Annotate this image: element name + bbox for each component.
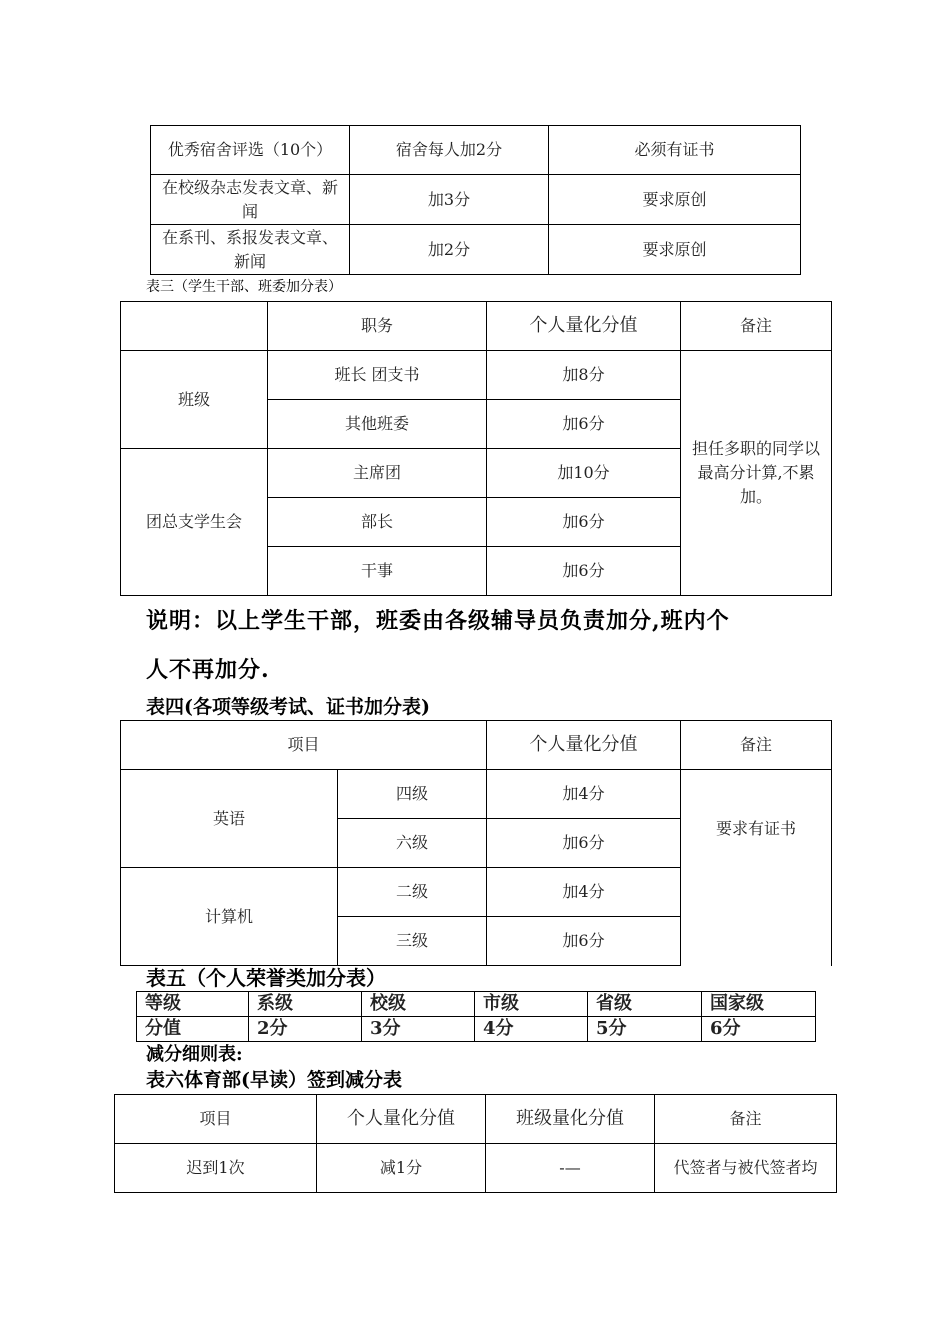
table3-cell: 加6分 xyxy=(487,400,681,449)
table2-cell: 必须有证书 xyxy=(549,126,801,175)
table2-cell: 要求原创 xyxy=(549,175,801,225)
table5-cell: 市级 xyxy=(475,992,588,1017)
table4-group-cell: 计算机 xyxy=(121,868,338,966)
table2-cell: 要求原创 xyxy=(549,225,801,275)
table5 xyxy=(136,991,816,1042)
table3-remark-cell: 担任多职的同学以最高分计算,不累加。 xyxy=(681,351,832,596)
table6-header-cell: 班级量化分值 xyxy=(486,1095,655,1144)
table3-group-cell: 团总支学生会 xyxy=(121,449,268,596)
table4-header-cell: 备注 xyxy=(681,721,832,770)
table5-cell: 校级 xyxy=(362,992,475,1017)
table3-cell: 干事 xyxy=(268,547,487,596)
table3-cell: 部长 xyxy=(268,498,487,547)
table3 xyxy=(120,301,832,596)
table2-cell: 加2分 xyxy=(350,225,549,275)
table6-cell: 减1分 xyxy=(317,1144,486,1193)
note-line-1: 说明：以上学生干部，班委由各级辅导员负责加分,班内个 xyxy=(146,608,730,634)
table3-caption: 表三（学生干部、班委加分表） xyxy=(146,279,342,295)
table5-cell: 系级 xyxy=(249,992,362,1017)
table3-cell: 加10分 xyxy=(487,449,681,498)
table5-cell: 6分 xyxy=(702,1017,816,1042)
table6-cell: 迟到1次 xyxy=(115,1144,317,1193)
table5-cell: 等级 xyxy=(137,992,249,1017)
note-line-2: 人不再加分. xyxy=(146,657,270,683)
table3-cell: 班长 团支书 xyxy=(268,351,487,400)
table3-cell: 加6分 xyxy=(487,498,681,547)
table2-cell: 宿舍每人加2分 xyxy=(350,126,549,175)
table4-cell: 加6分 xyxy=(487,917,681,966)
table3-group-cell: 班级 xyxy=(121,351,268,449)
table4-cell: 四级 xyxy=(338,770,487,819)
table3-cell: 其他班委 xyxy=(268,400,487,449)
table5-cell: 分值 xyxy=(137,1017,249,1042)
table5-cell: 省级 xyxy=(588,992,702,1017)
table5-cell: 国家级 xyxy=(702,992,816,1017)
table4-header-cell: 个人量化分值 xyxy=(487,721,681,770)
table6-header-cell: 项目 xyxy=(115,1095,317,1144)
table5-cell: 5分 xyxy=(588,1017,702,1042)
table3-cell: 加6分 xyxy=(487,547,681,596)
table4 xyxy=(120,720,832,966)
table4-cell: 六级 xyxy=(338,819,487,868)
table5-cell: 3分 xyxy=(362,1017,475,1042)
table5-caption: 表五（个人荣誉类加分表） xyxy=(146,966,386,990)
table3-cell: 加8分 xyxy=(487,351,681,400)
table4-cell: 三级 xyxy=(338,917,487,966)
table2-cell: 优秀宿舍评选（10个） xyxy=(151,126,350,175)
table3-header-cell: 职务 xyxy=(268,302,487,351)
table3-cell: 主席团 xyxy=(268,449,487,498)
table2-cell: 加3分 xyxy=(350,175,549,225)
table4-header-cell: 项目 xyxy=(121,721,487,770)
table3-header-cell: 个人量化分值 xyxy=(487,302,681,351)
table6-header-cell: 备注 xyxy=(655,1095,837,1144)
table5-cell: 2分 xyxy=(249,1017,362,1042)
table4-caption: 表四(各项等级考试、证书加分表) xyxy=(146,696,430,718)
table6-caption: 表六体育部(早读）签到减分表 xyxy=(146,1069,402,1091)
deduction-heading: 减分细则表: xyxy=(146,1044,243,1065)
table6 xyxy=(114,1094,837,1193)
table2 xyxy=(150,125,801,275)
table4-cell: 二级 xyxy=(338,868,487,917)
table2-cell: 在系刊、系报发表文章、新闻 xyxy=(151,225,350,275)
table2-cell: 在校级杂志发表文章、新闻 xyxy=(151,175,350,225)
table4-remark-cell: 要求有证书 xyxy=(681,770,832,966)
table3-header-cell: 备注 xyxy=(681,302,832,351)
table4-group-cell: 英语 xyxy=(121,770,338,868)
table5-cell: 4分 xyxy=(475,1017,588,1042)
table4-cell: 加6分 xyxy=(487,819,681,868)
table4-cell: 加4分 xyxy=(487,770,681,819)
table6-header-cell: 个人量化分值 xyxy=(317,1095,486,1144)
table6-cell: 代签者与被代签者均 xyxy=(655,1144,837,1193)
table4-cell: 加4分 xyxy=(487,868,681,917)
table3-header-cell xyxy=(121,302,268,351)
table6-cell: -— xyxy=(486,1144,655,1193)
